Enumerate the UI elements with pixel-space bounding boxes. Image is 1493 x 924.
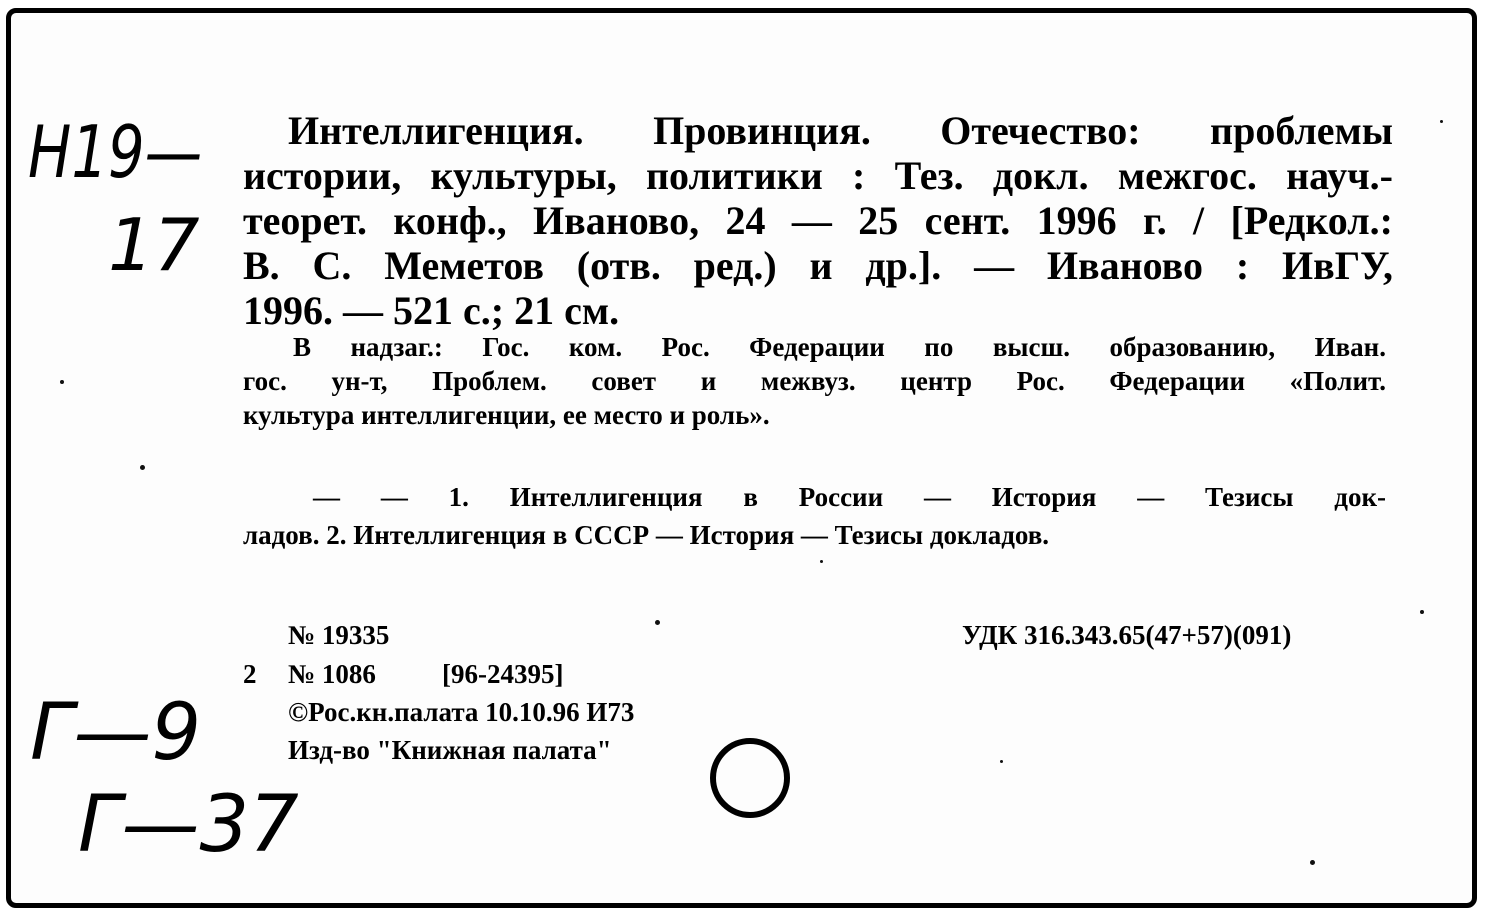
handwritten-shelfmark-bottom: 17 xyxy=(108,203,200,287)
note-line: гос. ун-т, Проблем. совет и межвуз. центр Рос. Федерации «Полит. xyxy=(243,366,1386,396)
scan-speck xyxy=(140,465,145,470)
second-number: № 1086 xyxy=(288,659,376,689)
handwritten-shelfmark-top: H19— xyxy=(28,110,203,194)
order-code: [96-24395] xyxy=(442,659,564,689)
subject-line: ладов. 2. Интеллигенция в СССР — История — Тезисы докладов. xyxy=(243,520,1050,550)
record-number: № 19335 xyxy=(288,620,390,650)
description-line: теорет. конф., Иваново, 24 — 25 сент. 1996 г. / [Редкол.: xyxy=(243,198,1393,243)
bibliographic-description xyxy=(243,108,1393,333)
scan-speck xyxy=(1000,760,1003,763)
handwritten-code-1: Г—9 xyxy=(30,688,202,778)
scan-speck xyxy=(1420,610,1424,614)
note-line: В надзаг.: Гос. ком. Рос. Федерации по высш. образованию, Иван. xyxy=(293,332,1386,362)
scan-speck xyxy=(60,380,64,384)
stamp-circle-icon xyxy=(710,738,790,818)
description-line: Интеллигенция. Провинция. Отечество: проблемы xyxy=(288,108,1393,153)
scan-speck xyxy=(1310,860,1315,865)
copy-count: 2 xyxy=(243,659,257,689)
description-line: истории, культуры, политики : Тез. докл. межгос. науч.- xyxy=(243,153,1393,198)
card-note xyxy=(243,330,1386,432)
copyright-line: ©Рос.кн.палата 10.10.96 И73 xyxy=(288,697,635,727)
subject-headings xyxy=(243,478,1386,554)
scan-speck xyxy=(655,620,660,625)
description-line: 1996. — 521 с.; 21 см. xyxy=(243,288,620,333)
udc-code: УДК 316.343.65(47+57)(091) xyxy=(962,620,1292,650)
scan-speck xyxy=(1440,120,1443,123)
scan-speck xyxy=(820,560,823,563)
publisher-line: Изд-во "Книжная палата" xyxy=(288,735,612,765)
note-line: культура интеллигенции, ее место и роль». xyxy=(243,400,770,430)
subject-line: — — 1. Интеллигенция в России — История — Тезисы док- xyxy=(313,482,1386,512)
description-line: В. С. Меметов (отв. ред.) и др.]. — Иваново : ИвГУ, xyxy=(243,243,1393,288)
handwritten-code-2: Г—37 xyxy=(78,780,299,870)
